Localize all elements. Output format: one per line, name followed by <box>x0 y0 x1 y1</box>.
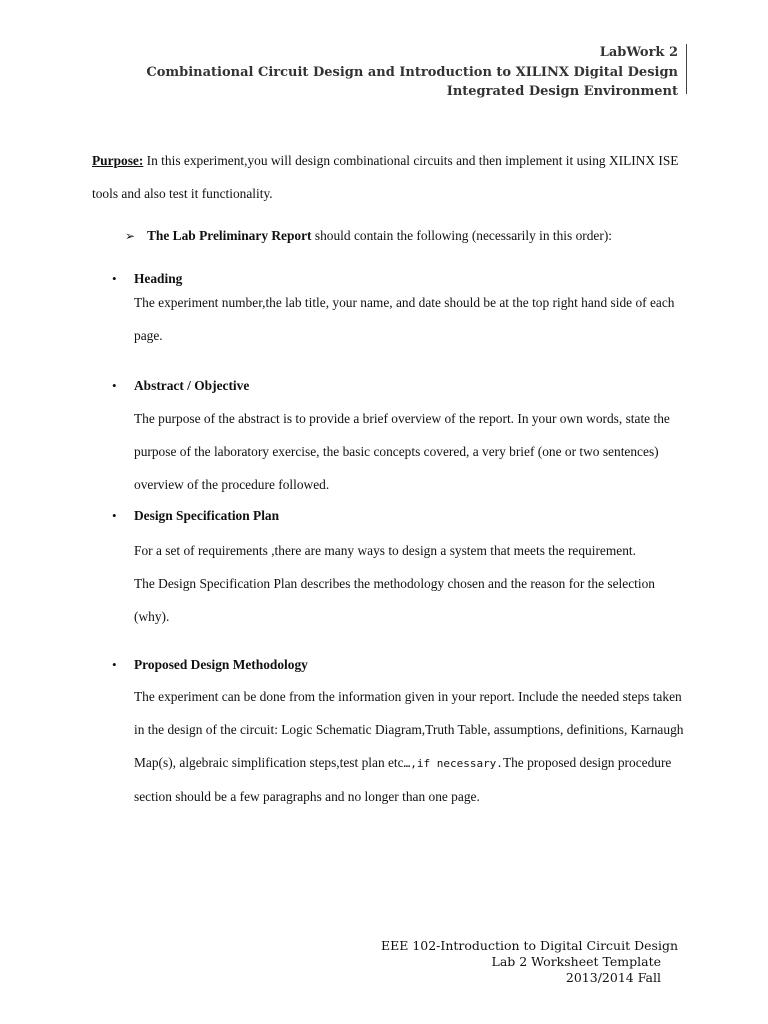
footer-template: Lab 2 Worksheet Template <box>491 954 661 969</box>
purpose-text: In this experiment,you will design combinational circuits and then implement it using XILINX ISE tools and also test it functionality. <box>92 153 679 201</box>
page-footer <box>381 938 678 986</box>
section-method-body-mono: …,if necessary. <box>403 757 503 770</box>
header-divider <box>686 44 687 94</box>
bullet-icon: • <box>112 378 117 393</box>
section-abstract-title: Abstract / Objective <box>134 378 250 393</box>
section-spec-body <box>134 534 690 633</box>
bullet-icon: • <box>112 271 117 286</box>
page-header <box>146 43 678 102</box>
section-method-body <box>134 680 690 813</box>
section-method-body-b: The proposed design procedure section should be a few paragraphs and no longer than one page. <box>134 755 672 804</box>
section-spec-body-line1: For a set of requirements ,there are many ways to design a system that meets the requirement. <box>134 543 636 558</box>
section-heading-body: The experiment number,the lab title, your name, and date should be at the top right hand side of each page. <box>134 295 675 343</box>
arrow-bullet-icon: ➢ <box>125 229 136 243</box>
report-title: The Lab Preliminary Report <box>147 228 312 243</box>
section-heading-title: Heading <box>134 271 183 286</box>
section-method-body-a: The experiment can be done from the information given in your report. Include the needed steps taken in the design of the circuit: Logic Schematic Diagram,Truth Table, assumptions, definitions, Karnaugh Map(s), algebraic simplification steps,test plan etc <box>134 689 684 770</box>
bullet-icon: • <box>112 657 117 672</box>
header-title-line1: Combinational Circuit Design and Introduction to XILINX Digital Design <box>146 64 678 80</box>
report-intro <box>125 228 705 244</box>
section-spec-title: Design Specification Plan <box>134 508 280 523</box>
section-method-title: Proposed Design Methodology <box>134 657 308 672</box>
section-spec-body-line2: The Design Specification Plan describes the methodology chosen and the reason for the selection (why). <box>134 576 655 624</box>
purpose-label: Purpose: <box>92 153 144 168</box>
footer-course: EEE 102-Introduction to Digital Circuit Design <box>380 938 678 953</box>
footer-term: 2013/2014 Fall <box>565 970 661 985</box>
report-intro-text: should contain the following (necessarily in this order): <box>311 228 613 243</box>
header-labwork: LabWork 2 <box>599 45 678 60</box>
header-title-line2: Integrated Design Environment <box>446 84 678 99</box>
section-abstract-body: The purpose of the abstract is to provide a brief overview of the report. In your own words, state the purpose of the laboratory exercise, the basic concepts covered, a very brief (one or two sentences) overview of the procedure followed. <box>134 411 670 492</box>
bullet-icon: • <box>112 508 117 523</box>
purpose-paragraph <box>92 144 692 210</box>
